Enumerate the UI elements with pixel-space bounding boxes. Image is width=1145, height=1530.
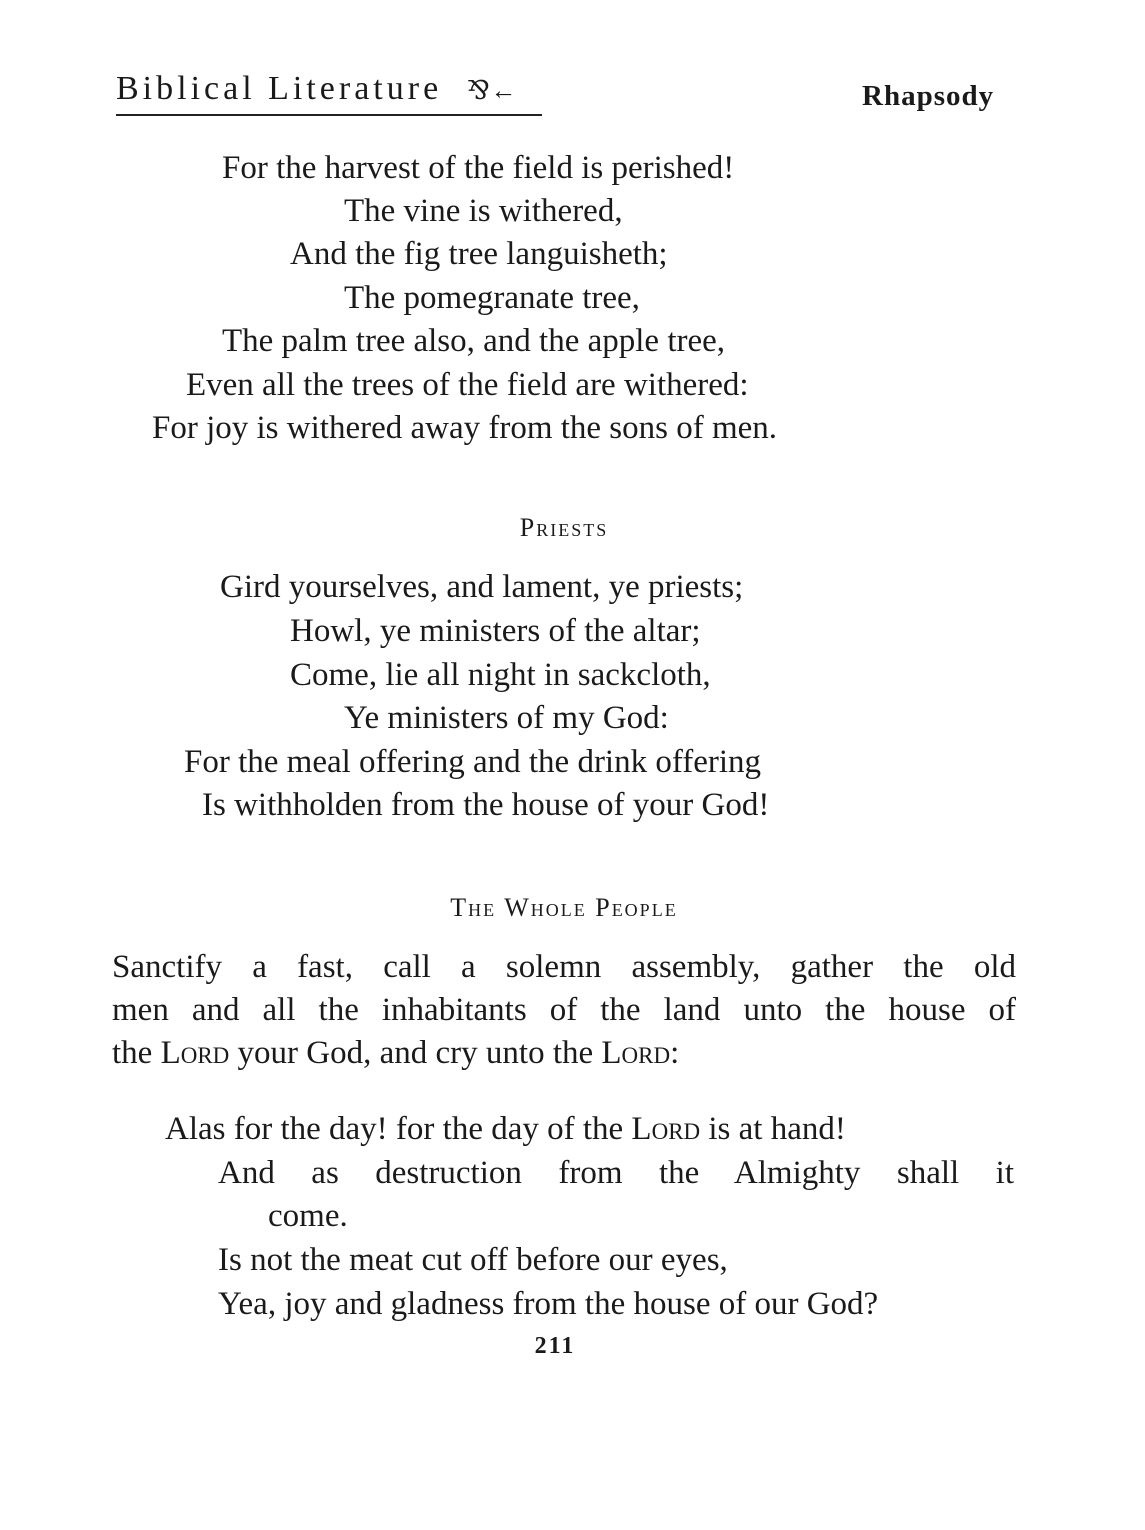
people-verse-line-1-b: is at hand! xyxy=(708,1111,846,1147)
priests-line-6: Is withholden from the house of your God! xyxy=(202,787,770,823)
prose-lord: Lord xyxy=(601,1035,671,1071)
stanza-1-line-4: The pomegranate tree, xyxy=(344,280,640,316)
page-number: 211 xyxy=(534,1333,576,1359)
people-verse-line-1-a: Alas for the day! for the day of the xyxy=(165,1111,624,1147)
priests-line-3: Come, lie all night in sackcloth, xyxy=(290,657,711,693)
stanza-1-line-5: The palm tree also, and the apple tree, xyxy=(222,323,726,359)
priests-line-2: Howl, ye ministers of the altar; xyxy=(290,613,701,649)
stanza-1-line-3: And the fig tree languisheth; xyxy=(290,236,668,272)
running-head-section: Rhapsody xyxy=(862,80,995,112)
running-head-title xyxy=(116,68,542,112)
prose-line-2: men and all the inhabitants of the land unto the house of xyxy=(112,992,1016,1028)
people-verse-line-2: And as destruction from the Almighty shall it xyxy=(218,1155,1014,1191)
stanza-1-line-1: For the harvest of the field is perished! xyxy=(222,150,735,186)
people-verse-lord: Lord xyxy=(631,1111,701,1147)
prose-line-1: Sanctify a fast, call a solemn assembly, gather the old xyxy=(112,949,1016,985)
priests-line-4: Ye ministers of my God: xyxy=(344,700,669,736)
whole-people-prose xyxy=(112,946,1016,1075)
prose-line-3: the Lord your God, and cry unto the Lord: xyxy=(112,1035,680,1071)
stanza-1-line-7: For joy is withered away from the sons of men. xyxy=(152,410,778,446)
priests-line-5: For the meal offering and the drink offering xyxy=(184,744,762,780)
running-head-ornament: ⅋← xyxy=(467,76,517,105)
stanza-1-line-2: The vine is withered, xyxy=(344,193,623,229)
people-verse-line-3: come. xyxy=(268,1198,348,1234)
people-verse-line-5: Yea, joy and gladness from the house of our God? xyxy=(218,1286,879,1322)
section-heading-priests: Priests xyxy=(519,513,609,542)
stanza-1-line-6: Even all the trees of the field are withered: xyxy=(186,367,749,403)
people-verse-line-4: Is not the meat cut off before our eyes, xyxy=(218,1242,728,1278)
prose-lord: Lord xyxy=(160,1035,230,1071)
running-head-rule xyxy=(116,114,542,116)
section-heading-whole-people: The Whole People xyxy=(450,893,678,922)
priests-line-1: Gird yourselves, and lament, ye priests; xyxy=(220,569,744,605)
people-verse-line-1 xyxy=(165,1108,846,1150)
running-head-title-text: Biblical Literature xyxy=(116,70,443,107)
